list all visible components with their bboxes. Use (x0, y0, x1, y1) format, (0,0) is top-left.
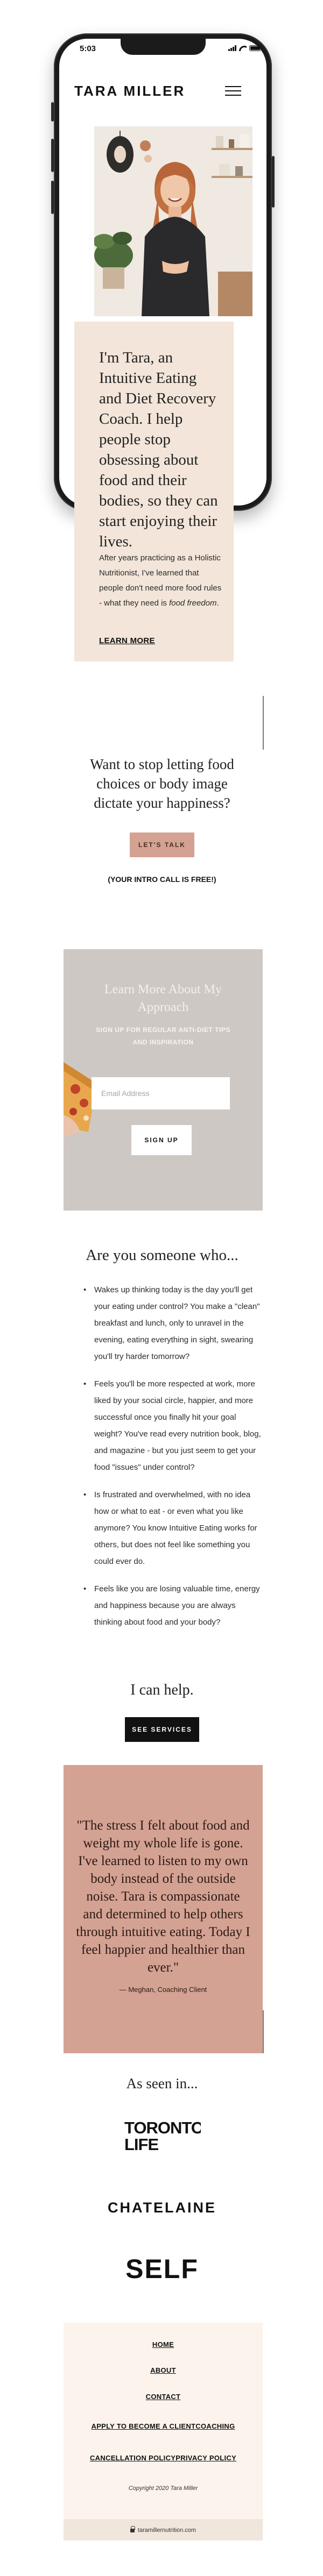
power-button (272, 156, 275, 208)
email-input[interactable] (92, 1077, 230, 1109)
chatelaine-logo: CHATELAINE (108, 2200, 216, 2216)
self-logo: SELF (125, 2254, 199, 2284)
hamburger-menu-icon[interactable] (225, 86, 241, 96)
volume-up-button (51, 139, 54, 172)
lets-talk-button[interactable]: LET'S TALK (130, 832, 194, 857)
footer-link-contact[interactable]: CONTACT (145, 2393, 181, 2401)
svg-text:LIFE: LIFE (124, 2135, 159, 2152)
status-icons (228, 45, 261, 51)
divider-line (263, 696, 264, 750)
footer-link-apply-coaching[interactable]: APPLY TO BECOME A CLIENTCOACHING (91, 2422, 235, 2430)
battery-icon (249, 45, 261, 51)
testimonial-quote: "The stress I felt about food and weight my whole life is gone. I've learned to listen to my own body instead of the outside noise. Tara is compassionate and determined to help others through intuitive eating. Today I feel happier and healthier than ever." (76, 1818, 250, 1975)
help-heading: I can help. (130, 1682, 194, 1698)
list-item: • Is frustrated and overwhelmed, with no idea how or what to eat - or even what you like anymore? You know Intuitive Eating works for others, but does not feel like something you could ever do. (94, 1486, 261, 1570)
url-text: taramillernutrition.com (137, 2527, 196, 2534)
footer-link-policies[interactable]: CANCELLATION POLICYPRIVACY POLICY (89, 2454, 237, 2462)
footer (64, 2323, 263, 2540)
cta-heading: Want to stop letting food choices or body image dictate your happiness? (90, 756, 234, 811)
intro-body-emphasis: food freedom (169, 599, 217, 608)
copyright: Copyright 2020 Tara Miller (128, 2485, 198, 2492)
newsletter-subheading: SIGN UP FOR REGULAR ANTI-DIET TIPS AND INSPIRATION (96, 1026, 230, 1046)
footer-link-home[interactable]: HOME (152, 2340, 174, 2349)
footer-link-about[interactable]: ABOUT (150, 2366, 176, 2374)
testimonial-author: — Meghan, Coaching Client (119, 1986, 207, 1994)
signal-icon (228, 45, 236, 51)
svg-text:TORONTO: TORONTO (124, 2119, 201, 2137)
intro-body-text: After years practicing as a Holistic Nutritionist, I've learned that people don't need more food rules - what they need is (99, 553, 222, 608)
sign-up-button[interactable]: SIGN UP (131, 1125, 192, 1155)
phone-notch (121, 39, 206, 55)
volume-down-button (51, 181, 54, 214)
status-time: 5:03 (80, 44, 96, 53)
browser-url-bar[interactable] (64, 2520, 263, 2541)
press-heading: As seen in... (126, 2075, 198, 2091)
hero-photo (94, 126, 252, 316)
smiling-woman-photo (94, 126, 252, 316)
wifi-icon (239, 46, 247, 51)
list-item: • Wakes up thinking today is the day you'll get your eating under control? You make a "clean" breakfast and lunch, only to unravel in the evening, eating everything in sight, swearing you'll try harder tomorrow? (94, 1282, 261, 1365)
intro-body-end: . (216, 599, 219, 608)
lock-icon (130, 2528, 135, 2533)
newsletter-heading: Learn More About My Approach (104, 983, 222, 1014)
about-heading: Are you someone who... (86, 1247, 238, 1264)
toronto-life-logo (124, 2119, 201, 2152)
mute-switch (51, 102, 54, 122)
toronto-life-wordmark (124, 2119, 201, 2152)
intro-heading: I'm Tara, an Intuitive Eating and Diet Recovery Coach. I help people stop obsessing about food and their bodies, so they can start enjoying their lives. (99, 349, 218, 550)
list-item: • Feels like you are losing valuable time, energy and happiness because you are always thinking about food and your body? (94, 1581, 261, 1631)
site-logo[interactable]: TARA MILLER (74, 83, 186, 99)
see-services-button[interactable]: SEE SERVICES (125, 1717, 199, 1742)
learn-more-link[interactable]: LEARN MORE (99, 636, 155, 645)
free-call-note: (YOUR INTRO CALL IS FREE!) (108, 875, 216, 884)
list-item: • Feels you'll be more respected at work, more liked by your social circle, happier, and more successful once you finally hit your goal weight? You've read every nutrition book, blog, and magazine - but you just seem to get your food "issues" under control? (94, 1376, 261, 1476)
about-list (83, 1282, 261, 1631)
divider-line (263, 2010, 264, 2053)
intro-body (99, 551, 223, 611)
